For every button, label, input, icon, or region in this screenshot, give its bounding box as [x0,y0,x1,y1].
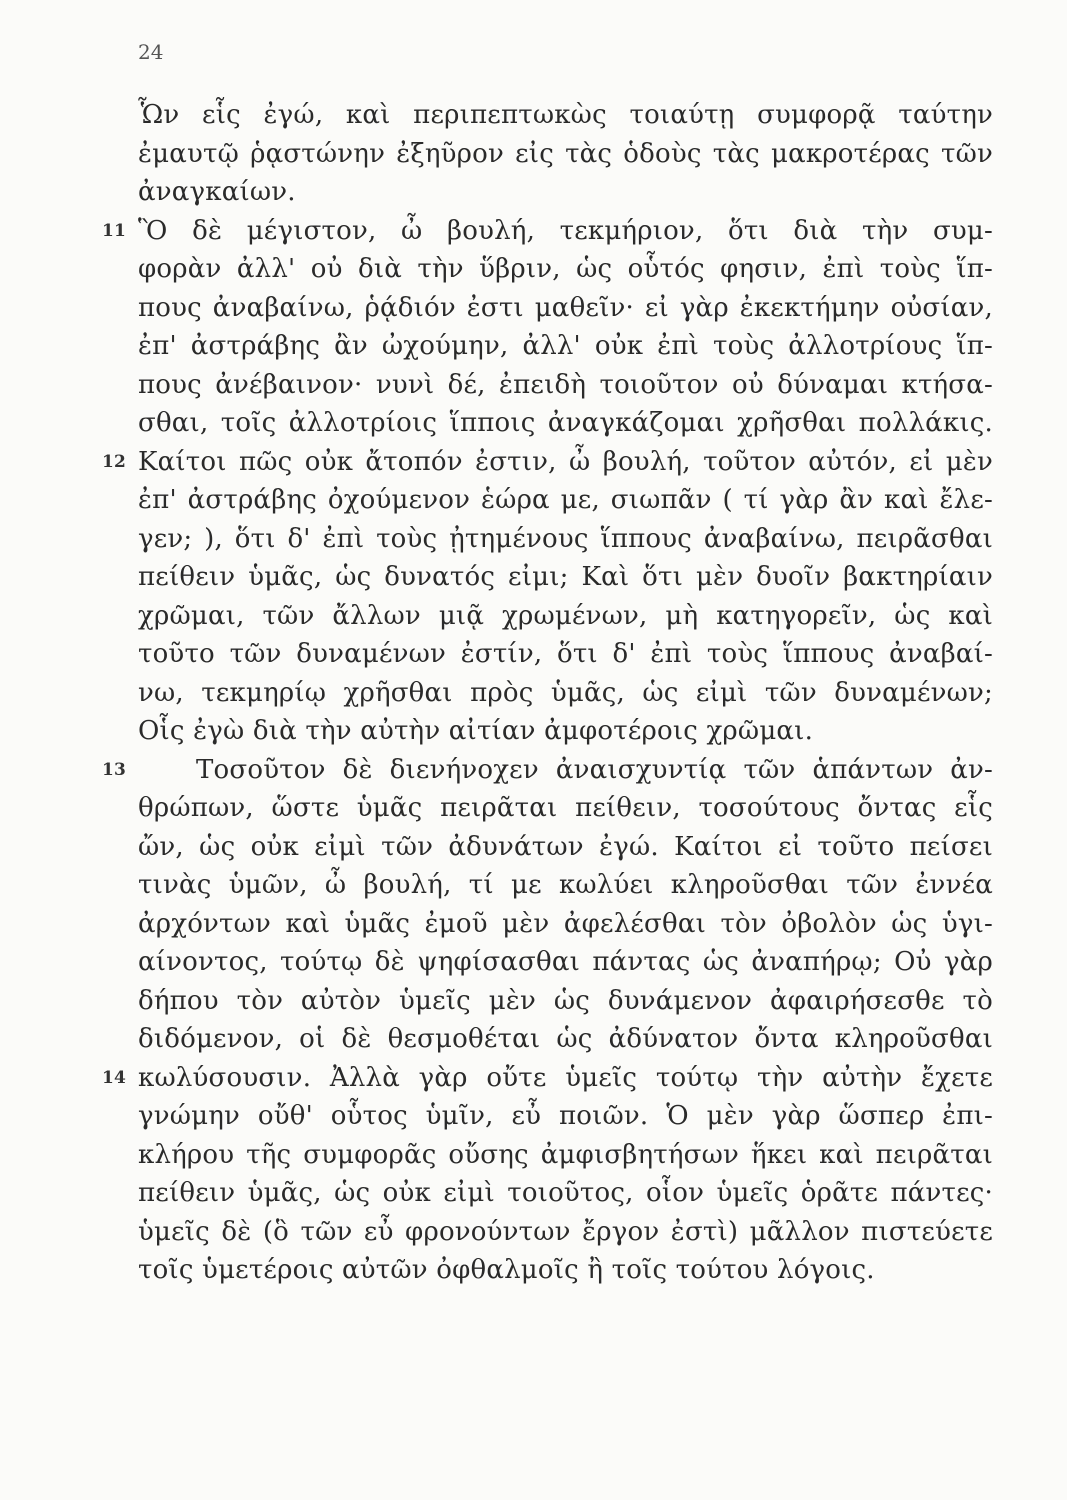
text-line [102,212,993,251]
text-line [138,789,993,828]
line-text: κωλύσουσιν. Ἀλλὰ γὰρ οὔτε ὑμεῖς τούτῳ τὴν αὐτὴν ἔχετε [138,1062,993,1093]
line-text: Καίτοι πῶς οὐκ ἄτοπόν ἐστιν, ὦ βουλή, τοῦτον αὐτόν, εἰ μὲν [138,446,993,477]
line-text: πείθειν ὑμᾶς, ὡς οὐκ εἰμὶ τοιοῦτος, οἷον ὑμεῖς ὁρᾶτε πάντες· [138,1178,993,1208]
line-text: ἐπ' ἀστράβης ὀχούμενον ἑώρα με, σιωπᾶν ( τί γὰρ ἂν καὶ ἔλε- [138,485,993,515]
text-line [138,520,993,559]
text-line [138,558,993,597]
line-text: ἐμαυτῷ ῥᾳστώνην ἐξηῦρον εἰς τὰς ὁδοὺς τὰς μακροτέρας τῶν [138,138,993,169]
line-text: πους ἀνέβαινον· νυνὶ δέ, ἐπειδὴ τοιοῦτον οὐ δύναμαι κτήσα- [138,369,993,400]
line-text: αίνοντος, τούτῳ δὲ ψηφίσασθαι πάντας ὡς ἀναπήρῳ; Οὐ γὰρ [138,947,993,977]
text-line [138,597,993,636]
line-text: γνώμην οὔθ' οὗτος ὑμῖν, εὖ ποιῶν. Ὁ μὲν γὰρ ὥσπερ ἐπι- [138,1101,993,1131]
text-line [138,289,993,328]
text-body [102,96,993,1290]
text-line [138,674,993,713]
text-line [138,366,993,405]
text-line [138,635,993,674]
line-text: χρῶμαι, τῶν ἄλλων μιᾷ χρωμένων, μὴ κατηγορεῖν, ὡς καὶ [138,600,993,631]
line-text: δήπου τὸν αὐτὸν ὑμεῖς μὲν ὡς δυνάμενον ἀφαιρήσεσθε τὸ [138,985,993,1016]
text-line [138,404,993,443]
text-line [138,1251,993,1290]
text-line [138,1097,993,1136]
line-text: ἀναγκαίων. [138,177,296,207]
text-line [138,135,993,174]
line-text: τοῦτο τῶν δυναμένων ἐστίν, ὅτι δ' ἐπὶ τοὺς ἵππους ἀναβαί- [138,639,993,669]
text-line [138,173,993,212]
line-text: τοῖς ὑμετέροις αὐτῶν ὀφθαλμοῖς ἢ τοῖς τούτου λόγοις. [138,1255,875,1285]
line-text: γεν; ), ὅτι δ' ἐπὶ τοὺς ᾐτημένους ἵππους ἀναβαίνω, πειρᾶσθαι [138,523,993,554]
text-line [138,481,993,520]
text-line [138,1174,993,1213]
line-text: ὑμεῖς δὲ (ὃ τῶν εὖ φρονούντων ἔργον ἐστὶ) μᾶλλον πιστεύετε [138,1216,993,1247]
text-line [138,828,993,867]
line-text: τινὰς ὑμῶν, ὦ βουλή, τί με κωλύει κληροῦσθαι τῶν ἐννέα [138,870,993,900]
line-text: θρώπων, ὥστε ὑμᾶς πειρᾶται πείθειν, τοσούτους ὄντας εἷς [138,793,993,823]
text-line [138,1213,993,1252]
text-line [138,1136,993,1175]
section-number: 14 [102,1067,127,1088]
text-line [102,1059,993,1098]
text-line [138,982,993,1021]
text-line [138,866,993,905]
line-text: ἐπ' ἀστράβης ἂν ὠχούμην, ἀλλ' οὐκ ἐπὶ τοὺς ἀλλοτρίους ἵπ- [138,331,993,361]
text-line [138,1020,993,1059]
line-text: Τοσοῦτον δὲ διενήνοχεν ἀναισχυντίᾳ τῶν ἁπάντων ἀν- [196,754,993,785]
line-text: πους ἀναβαίνω, ῥᾴδιόν ἐστι μαθεῖν· εἰ γὰρ ἐκεκτήμην οὐσίαν, [138,292,993,323]
text-line [138,250,993,289]
line-text: ὤν, ὡς οὐκ εἰμὶ τῶν ἀδυνάτων ἐγώ. Καίτοι εἰ τοῦτο πείσει [138,831,993,862]
text-line [138,96,993,135]
section-number: 11 [102,220,127,241]
line-text: σθαι, τοῖς ἀλλοτρίοις ἵπποις ἀναγκάζομαι χρῆσθαι πολλάκις. [138,408,993,438]
line-text: νω, τεκμηρίῳ χρῆσθαι πρὸς ὑμᾶς, ὡς εἰμὶ τῶν δυναμένων; [138,677,993,708]
text-line [138,943,993,982]
line-text: πείθειν ὑμᾶς, ὡς δυνατός εἰμι; Καὶ ὅτι μὲν δυοῖν βακτηρίαιν [138,562,993,592]
line-text: κλήρου τῆς συμφορᾶς οὔσης ἀμφισβητήσων ἥκει καὶ πειρᾶται [138,1139,993,1170]
page-number: 24 [138,40,164,64]
line-text: φορὰν ἀλλ' οὐ διὰ τὴν ὕβριν, ὡς οὗτός φησιν, ἐπὶ τοὺς ἵπ- [138,254,993,284]
text-line [138,327,993,366]
text-line [102,443,993,482]
text-line [102,751,993,790]
line-text: Ὧν εἷς ἐγώ, καὶ περιπεπτωκὼς τοιαύτῃ συμφορᾷ ταύτην [138,100,993,130]
text-line [138,905,993,944]
line-text: διδόμενον, οἱ δὲ θεσμοθέται ὡς ἀδύνατον ὄντα κληροῦσθαι [138,1024,993,1054]
section-number: 13 [102,759,127,780]
line-text: ἀρχόντων καὶ ὑμᾶς ἐμοῦ μὲν ἀφελέσθαι τὸν ὀβολὸν ὡς ὑγι- [138,908,993,939]
line-text: Οἷς ἐγὼ διὰ τὴν αὐτὴν αἰτίαν ἀμφοτέροις χρῶμαι. [138,716,814,746]
line-text: Ὃ δὲ μέγιστον, ὦ βουλή, τεκμήριον, ὅτι διὰ τὴν συμ- [138,215,993,246]
section-number: 12 [102,451,127,472]
text-line [138,712,993,751]
